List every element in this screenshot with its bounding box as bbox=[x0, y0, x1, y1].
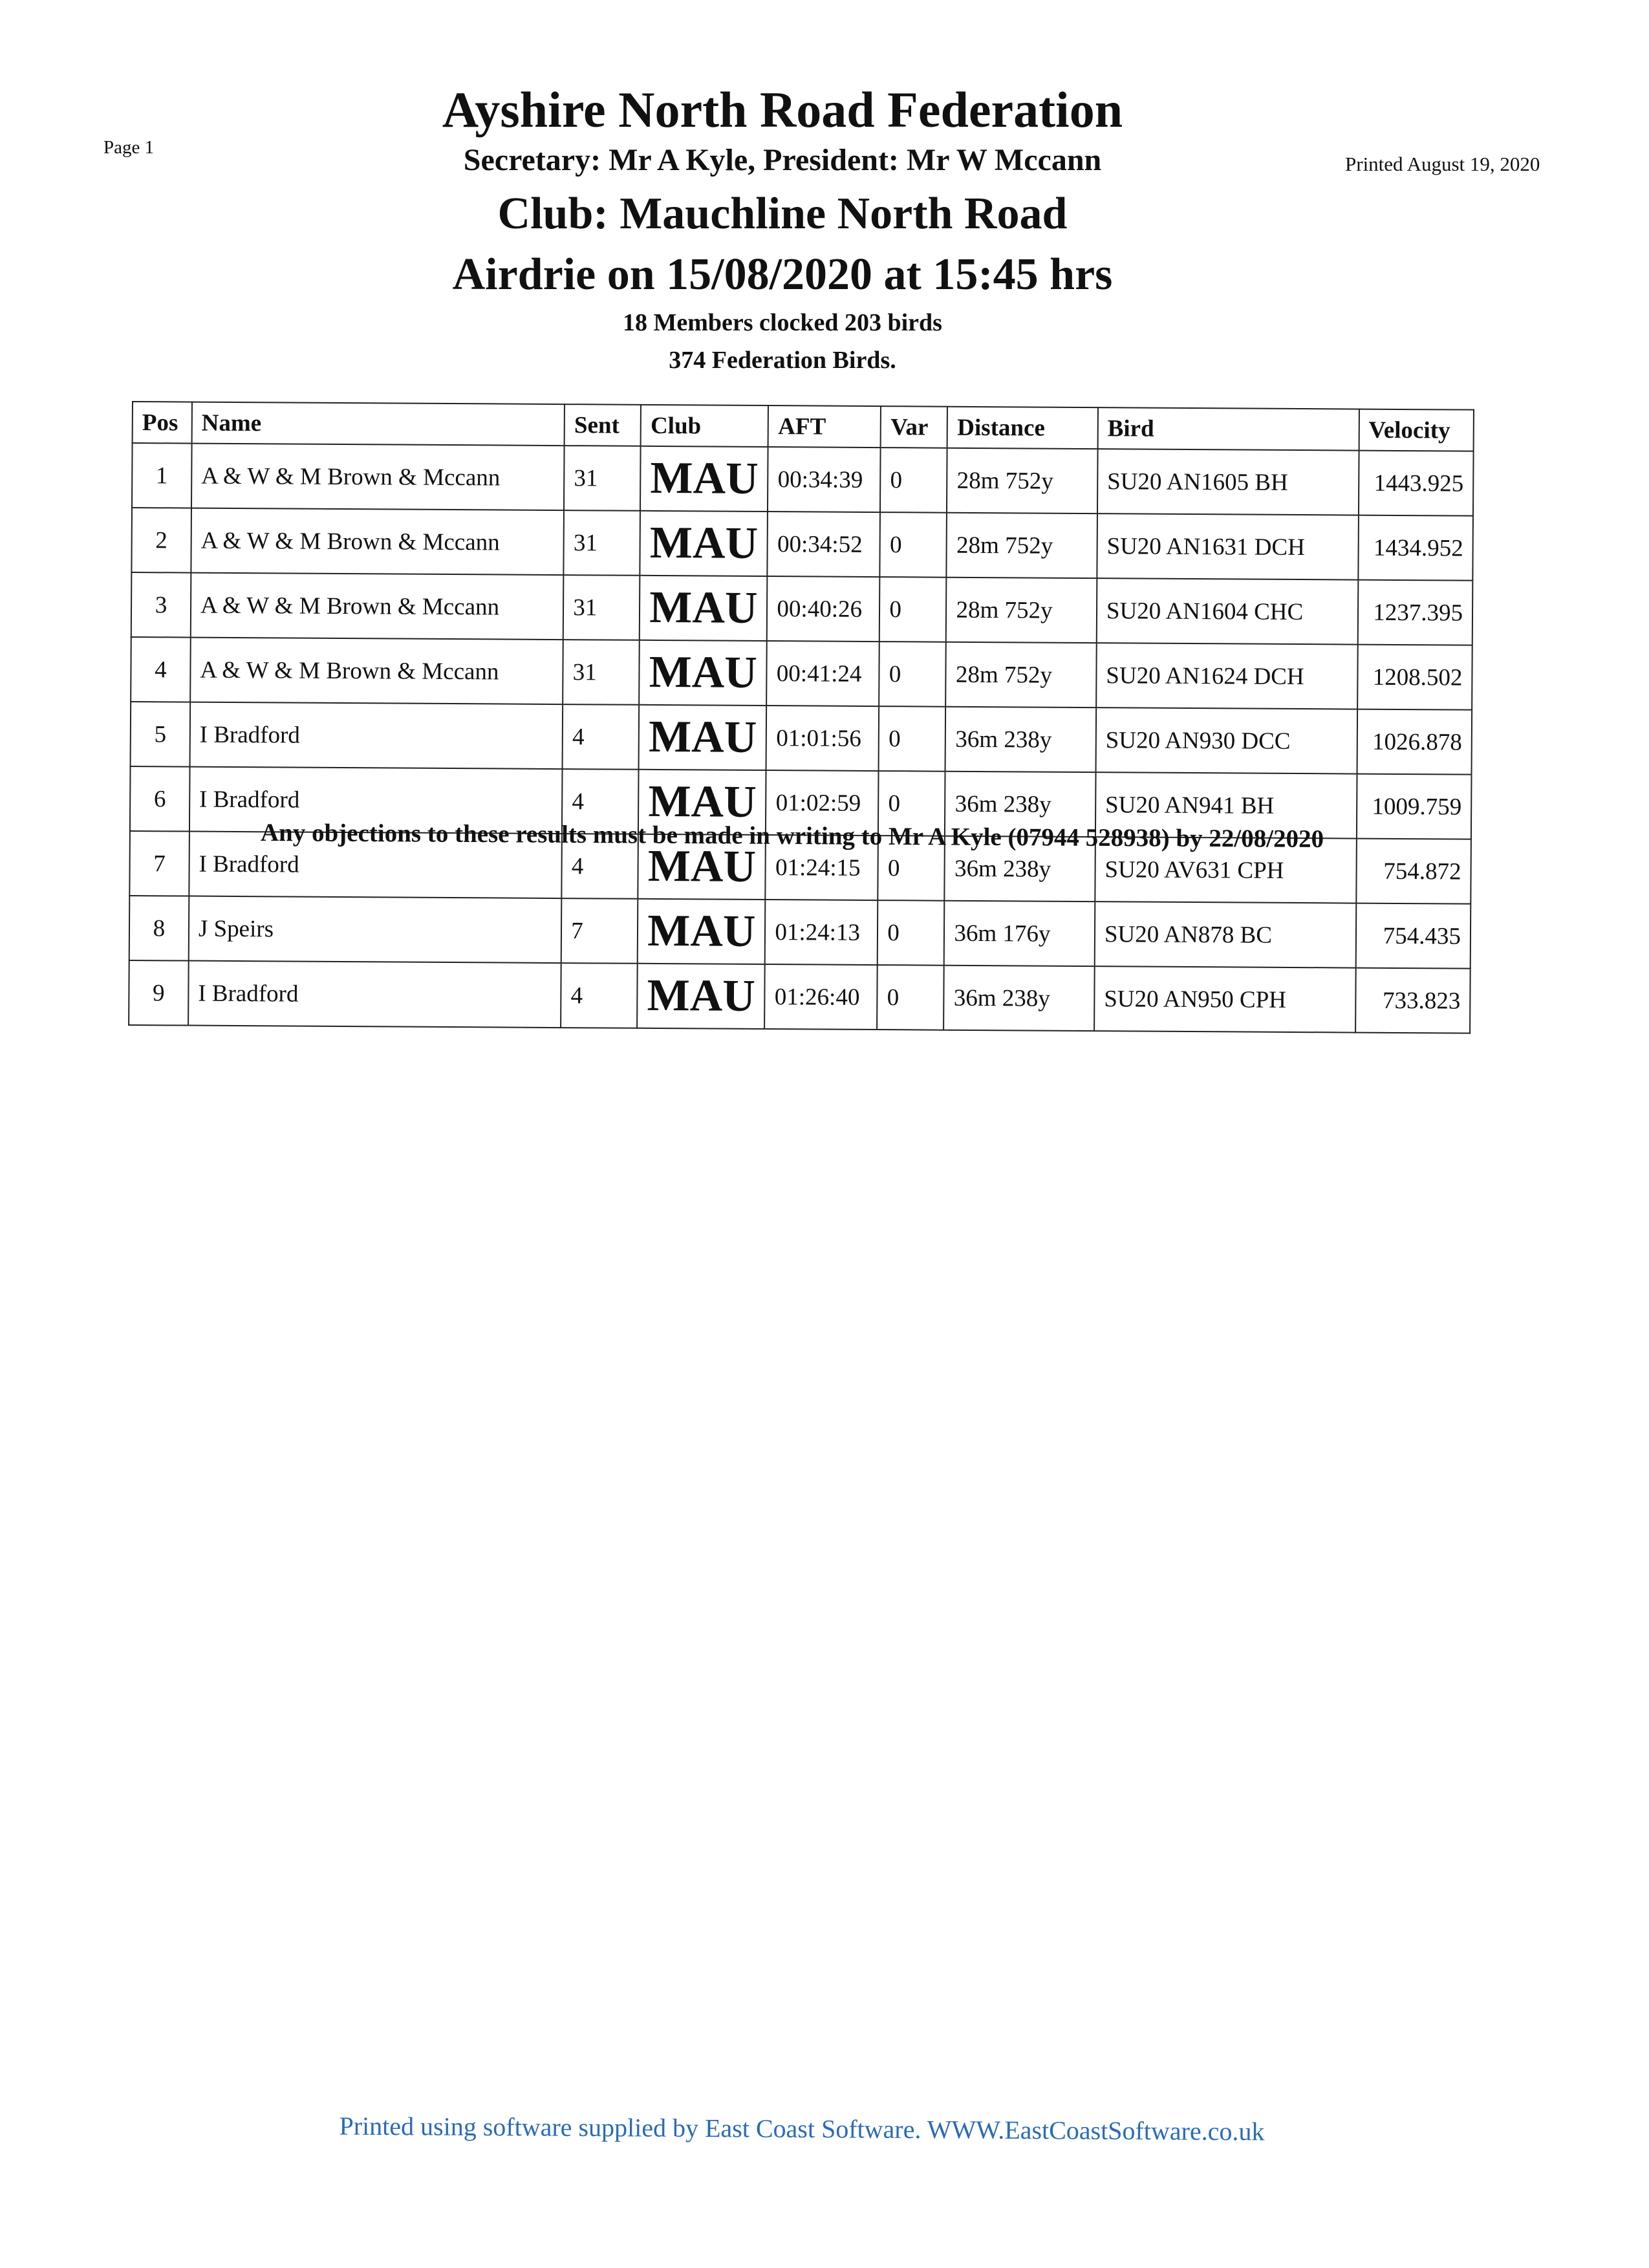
results-table bbox=[128, 401, 1474, 1034]
cell-var: 0 bbox=[879, 642, 946, 707]
cell-var: 0 bbox=[880, 448, 947, 513]
cell-velocity: 1443.925 bbox=[1359, 451, 1474, 516]
cell-club: MAU bbox=[640, 446, 768, 512]
cell-club: MAU bbox=[639, 640, 767, 706]
cell-velocity: 1237.395 bbox=[1357, 580, 1472, 645]
cell-name: A & W & M Brown & Mccann bbox=[190, 638, 563, 705]
table-row bbox=[132, 443, 1474, 516]
cell-bird: SU20 AN1604 CHC bbox=[1097, 578, 1358, 644]
cell-sent: 31 bbox=[564, 446, 641, 511]
page-label: Page 1 bbox=[103, 137, 155, 158]
table-row bbox=[129, 960, 1471, 1033]
cell-var: 0 bbox=[879, 706, 946, 772]
club-name: Club: Mauchline North Road bbox=[497, 189, 1068, 239]
cell-name: J Speirs bbox=[189, 896, 562, 964]
cell-var: 0 bbox=[878, 836, 945, 901]
cell-bird: SU20 AN1631 DCH bbox=[1097, 513, 1358, 579]
cell-name: A & W & M Brown & Mccann bbox=[191, 444, 565, 511]
officials-line: Secretary: Mr A Kyle, President: Mr W Mccann bbox=[463, 143, 1102, 177]
cell-aft: 01:01:56 bbox=[766, 706, 879, 771]
table-row bbox=[131, 572, 1473, 645]
cell-distance: 36m 238y bbox=[945, 772, 1095, 837]
cell-aft: 01:24:13 bbox=[765, 900, 878, 965]
cell-bird: SU20 AN950 CPH bbox=[1094, 966, 1355, 1032]
cell-bird: SU20 AN930 DCC bbox=[1095, 707, 1357, 773]
objections-note: Any objections to these results must be made in writing to Mr A Kyle (07944 528938) by 22/08/2020 bbox=[260, 818, 1324, 854]
cell-club: MAU bbox=[638, 834, 766, 900]
cell-name: A & W & M Brown & Mccann bbox=[191, 573, 564, 640]
column-header-sent: Sent bbox=[565, 404, 641, 446]
column-header-aft: AFT bbox=[768, 405, 881, 448]
cell-distance: 36m 176y bbox=[944, 901, 1095, 966]
cell-sent: 4 bbox=[562, 769, 639, 834]
cell-club: MAU bbox=[639, 705, 767, 770]
table-row bbox=[131, 637, 1472, 710]
cell-sent: 4 bbox=[562, 834, 639, 899]
cell-sent: 31 bbox=[564, 510, 641, 576]
cell-pos: 5 bbox=[131, 702, 190, 767]
cell-club: MAU bbox=[640, 576, 768, 641]
table-row bbox=[129, 896, 1471, 969]
cell-sent: 31 bbox=[563, 575, 640, 640]
cell-aft: 00:41:24 bbox=[767, 641, 880, 706]
cell-pos: 7 bbox=[129, 831, 189, 896]
cell-distance: 28m 752y bbox=[947, 448, 1097, 513]
cell-club: MAU bbox=[638, 899, 766, 964]
cell-pos: 3 bbox=[131, 572, 191, 638]
cell-velocity: 1009.759 bbox=[1357, 774, 1472, 839]
federation-birds: 374 Federation Birds. bbox=[669, 347, 896, 374]
cell-distance: 36m 238y bbox=[945, 707, 1096, 772]
cell-distance: 28m 752y bbox=[946, 578, 1097, 643]
cell-velocity: 1208.502 bbox=[1357, 645, 1472, 710]
cell-sent: 7 bbox=[561, 898, 638, 964]
column-header-var: Var bbox=[881, 406, 947, 448]
cell-var: 0 bbox=[880, 512, 947, 578]
members-clocked: 18 Members clocked 203 birds bbox=[623, 309, 942, 336]
cell-distance: 28m 752y bbox=[946, 642, 1097, 707]
cell-var: 0 bbox=[878, 771, 945, 836]
cell-var: 0 bbox=[879, 577, 947, 642]
cell-pos: 4 bbox=[131, 637, 190, 702]
cell-name: I Bradford bbox=[188, 961, 561, 1028]
cell-distance: 28m 752y bbox=[947, 513, 1097, 578]
cell-velocity: 733.823 bbox=[1355, 968, 1471, 1033]
cell-pos: 6 bbox=[130, 766, 189, 832]
report-header bbox=[0, 78, 1565, 379]
cell-bird: SU20 AN1605 BH bbox=[1097, 449, 1359, 515]
cell-velocity: 1026.878 bbox=[1357, 709, 1472, 775]
cell-pos: 8 bbox=[129, 896, 189, 961]
cell-name: I Bradford bbox=[189, 767, 563, 834]
cell-distance: 36m 238y bbox=[944, 966, 1095, 1031]
column-header-velocity: Velocity bbox=[1359, 409, 1474, 451]
column-header-distance: Distance bbox=[947, 407, 1098, 449]
cell-bird: SU20 AN941 BH bbox=[1095, 772, 1357, 838]
column-header-pos: Pos bbox=[133, 402, 192, 444]
cell-name: I Bradford bbox=[189, 702, 563, 770]
table-row bbox=[131, 508, 1473, 581]
cell-bird: SU20 AN878 BC bbox=[1095, 902, 1356, 967]
cell-sent: 4 bbox=[563, 704, 640, 770]
cell-club: MAU bbox=[640, 511, 768, 576]
column-header-club: Club bbox=[641, 405, 769, 447]
cell-velocity: 1434.952 bbox=[1358, 515, 1473, 581]
cell-aft: 00:40:26 bbox=[767, 576, 880, 642]
cell-aft: 00:34:39 bbox=[768, 447, 881, 512]
cell-sent: 4 bbox=[561, 963, 638, 1028]
cell-aft: 01:24:15 bbox=[766, 835, 879, 900]
cell-velocity: 754.435 bbox=[1355, 903, 1471, 969]
column-header-bird: Bird bbox=[1097, 407, 1359, 450]
printed-date: Printed August 19, 2020 bbox=[1345, 153, 1540, 175]
cell-name: A & W & M Brown & Mccann bbox=[191, 508, 564, 576]
race-details: Airdrie on 15/08/2020 at 15:45 hrs bbox=[452, 250, 1113, 299]
software-footer: Printed using software supplied by East Coast Software. WWW.EastCoastSoftware.co.uk bbox=[339, 2111, 1265, 2146]
cell-aft: 01:02:59 bbox=[766, 770, 879, 836]
results-body bbox=[129, 443, 1473, 1033]
cell-distance: 36m 238y bbox=[945, 836, 1095, 902]
federation-title: Ayshire North Road Federation bbox=[442, 81, 1123, 138]
cell-aft: 00:34:52 bbox=[768, 512, 881, 577]
cell-club: MAU bbox=[637, 964, 765, 1029]
cell-sent: 31 bbox=[563, 640, 640, 705]
cell-aft: 01:26:40 bbox=[765, 964, 878, 1030]
cell-pos: 2 bbox=[131, 508, 191, 573]
cell-var: 0 bbox=[877, 965, 944, 1030]
cell-var: 0 bbox=[878, 900, 945, 966]
cell-name: I Bradford bbox=[189, 832, 562, 899]
cell-pos: 9 bbox=[129, 960, 188, 1026]
cell-bird: SU20 AN1624 DCH bbox=[1096, 643, 1357, 709]
cell-velocity: 754.872 bbox=[1356, 839, 1471, 904]
column-header-name: Name bbox=[191, 402, 565, 446]
cell-club: MAU bbox=[638, 770, 766, 835]
cell-bird: SU20 AV631 CPH bbox=[1095, 837, 1356, 903]
table-row bbox=[131, 702, 1472, 775]
cell-pos: 1 bbox=[132, 443, 191, 508]
